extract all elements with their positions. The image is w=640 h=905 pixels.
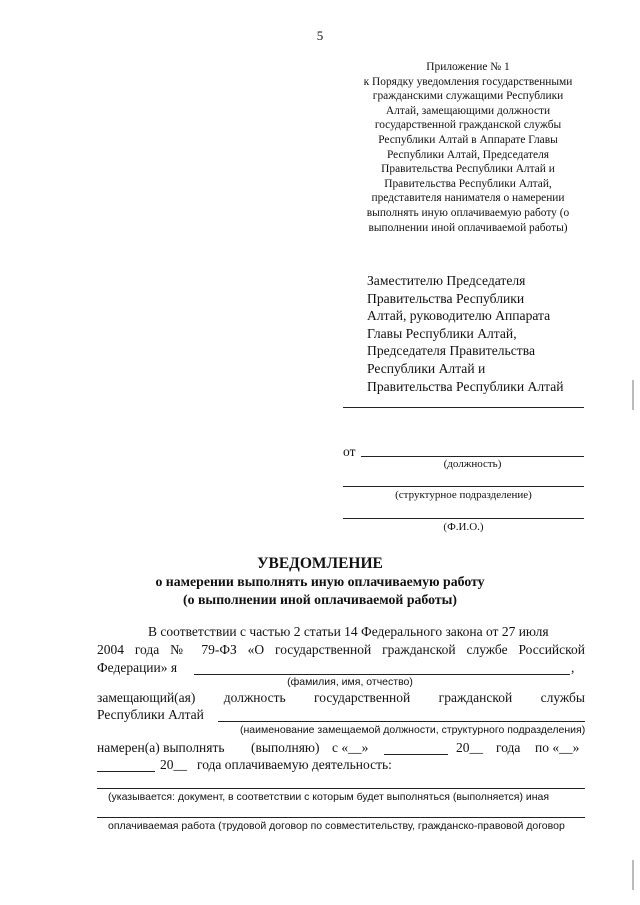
fio-field-line[interactable] <box>194 674 570 675</box>
comma: , <box>571 660 575 675</box>
addressee-line: Правительства Республики Алтай <box>367 378 564 394</box>
body-line: В соответствии с частью 2 статьи 14 Федерального закона от 27 июля <box>148 624 549 639</box>
fio-line <box>343 518 584 519</box>
body-line: 2004 года № 79-ФЗ «О государственной гражданской службе Российской <box>97 642 585 657</box>
addressee-line: Республики Алтай и <box>367 360 486 376</box>
addressee-name-line <box>343 407 584 408</box>
notice-subtitle: (о выполнении иной оплачиваемой работы) <box>183 592 457 607</box>
fio-hint: (Ф.И.О.) <box>443 521 484 533</box>
addressee-line: Главы Республики Алтай, <box>367 325 517 341</box>
activity-line[interactable] <box>97 788 585 789</box>
appendix-line: государственной гражданской службы <box>374 119 562 132</box>
appendix-line: выполнять иную оплачиваемую работу (о <box>366 206 570 219</box>
department-hint: (структурное подразделение) <box>395 489 532 501</box>
appendix-line: Алтай, замещающими должности <box>385 104 551 117</box>
date-to-month-line[interactable] <box>97 771 155 772</box>
department-line <box>343 486 584 487</box>
page-number: 5 <box>316 28 324 43</box>
appendix-line: Правительства Республики Алтай и <box>381 163 555 176</box>
addressee-block <box>367 272 607 395</box>
date-from-month-line[interactable] <box>384 754 448 755</box>
notice-subtitle: о намерении выполнять иную оплачиваемую работу <box>155 574 485 589</box>
body-line-part: намерен(а) выполнять <box>97 740 225 755</box>
appendix-line: Республики Алтай, Председателя <box>386 148 550 161</box>
date-from-day: с «__» <box>332 740 369 755</box>
appendix-line: Республики Алтай в Аппарате Главы <box>378 133 558 146</box>
work-hint: оплачиваемая работа (трудовой договор по совместительству, гражданско-правовой договор <box>108 820 565 832</box>
notice-title: УВЕДОМЛЕНИЕ <box>257 555 383 572</box>
addressee-line: Правительства Республики <box>367 290 525 306</box>
body-line-part: года <box>496 740 521 755</box>
from-label: от <box>343 444 356 459</box>
appendix-line: гражданскими служащими Республики <box>372 90 564 103</box>
position-hint: (должность) <box>443 458 502 470</box>
appendix-line: Правительства Республики Алтай, <box>384 177 552 190</box>
fio-field-hint: (фамилия, имя, отчество) <box>287 676 413 688</box>
date-from-year: 20__ <box>456 740 483 755</box>
appendix-line: Приложение № 1 <box>426 61 510 73</box>
document-hint: (указывается: документ, в соответствии с которым будет выполняться (выполняется) иная <box>108 791 550 803</box>
position-field-hint: (наименование замещаемой должности, структурного подразделения) <box>240 724 586 736</box>
date-to-year: 20__ <box>160 757 187 772</box>
date-to-day: по «__» <box>535 740 580 755</box>
body-line: замещающий(ая) должность государственной гражданской службы <box>97 690 585 705</box>
addressee-line: Алтай, руководителю Аппарата <box>367 308 551 324</box>
body-line-part: (выполняю) <box>251 740 320 755</box>
addressee-line: Заместителю Председателя <box>367 273 526 288</box>
activity-line-2[interactable] <box>97 817 585 818</box>
position-field-line[interactable] <box>218 721 585 722</box>
appendix-line: представителя нанимателя о намерении <box>371 192 565 205</box>
body-line: Республики Алтай <box>97 707 204 722</box>
appendix-line: выполнении иной оплачиваемой работы) <box>368 221 568 234</box>
body-line: Федерации» я <box>97 660 178 675</box>
appendix-header <box>338 60 598 235</box>
position-line <box>361 456 584 457</box>
body-line-part: года оплачиваемую деятельность: <box>197 757 392 772</box>
scan-edge-mark <box>632 380 634 410</box>
scan-edge-mark <box>632 860 634 890</box>
appendix-line: к Порядку уведомления государственными <box>363 75 573 88</box>
addressee-line: Председателя Правительства <box>367 343 535 359</box>
